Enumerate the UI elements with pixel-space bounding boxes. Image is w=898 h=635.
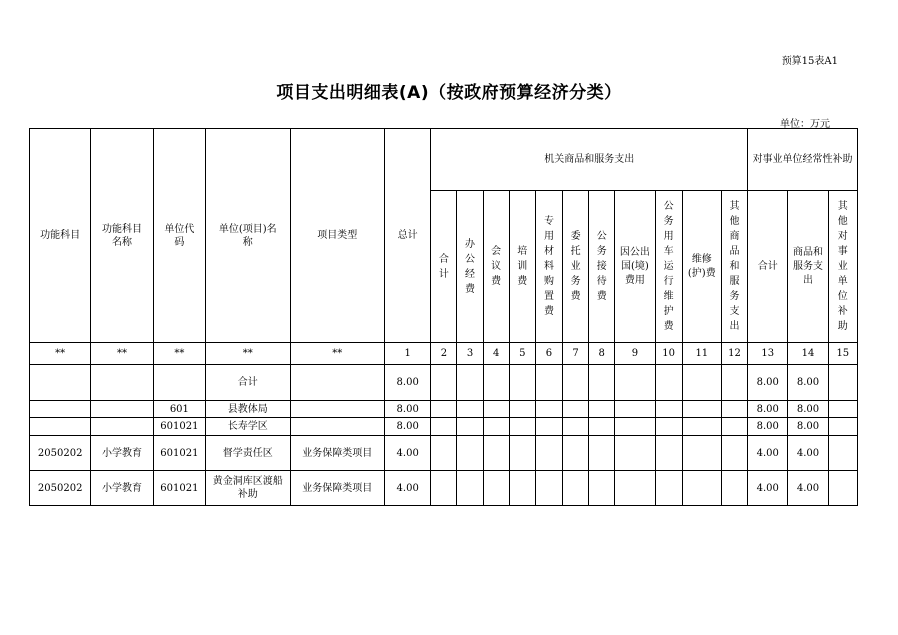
header-goods-col: 维修(护)费 (682, 191, 721, 343)
index-row (30, 343, 858, 365)
index-cell: 14 (788, 343, 828, 365)
header-group-subsidy: 对事业单位经常性补助 (748, 129, 858, 191)
goods-cell (457, 436, 483, 471)
header-unit-name: 单位(项目)名称 (206, 129, 290, 343)
goods-cell (721, 365, 747, 401)
goods-cell (483, 401, 509, 418)
table-row (30, 365, 858, 401)
goods-cell (589, 401, 615, 418)
header-total: 总计 (385, 129, 431, 343)
func-subject-cell (30, 401, 91, 418)
unit-name-cell: 长寿学区 (206, 418, 290, 436)
func-subject-name-cell: 小学教育 (91, 471, 153, 506)
goods-cell (535, 401, 562, 418)
unit-name-cell: 县教体局 (206, 401, 290, 418)
header-goods-col: 专用材料购置费 (535, 191, 562, 343)
subsidy-goods-cell: 4.00 (788, 471, 828, 506)
index-cell: 15 (828, 343, 857, 365)
header-subsidy-col: 商品和服务支出 (788, 191, 828, 343)
goods-cell (431, 365, 457, 401)
total-cell: 8.00 (385, 365, 431, 401)
header-goods-col: 公务用车运行维护费 (655, 191, 682, 343)
total-cell: 8.00 (385, 418, 431, 436)
goods-cell (509, 436, 535, 471)
index-cell: 8 (589, 343, 615, 365)
goods-cell (721, 401, 747, 418)
unit-code-cell: 601 (153, 401, 205, 418)
goods-cell (721, 471, 747, 506)
goods-cell (483, 365, 509, 401)
goods-cell (431, 436, 457, 471)
index-cell: 13 (748, 343, 788, 365)
unit-code-cell (153, 365, 205, 401)
goods-cell (483, 471, 509, 506)
goods-cell (509, 365, 535, 401)
goods-cell (655, 436, 682, 471)
unit-code-cell: 601021 (153, 436, 205, 471)
func-subject-cell: 2050202 (30, 436, 91, 471)
project-type-cell: 业务保障类项目 (290, 471, 385, 506)
header-subsidy-col: 合计 (748, 191, 788, 343)
goods-cell (535, 471, 562, 506)
index-cell: ** (30, 343, 91, 365)
goods-cell (535, 365, 562, 401)
page-title: 项目支出明细表(A)（按政府预算经济分类） (276, 83, 622, 103)
func-subject-cell (30, 418, 91, 436)
goods-cell (615, 436, 655, 471)
func-subject-cell: 2050202 (30, 471, 91, 506)
header-goods-col: 合计 (431, 191, 457, 343)
unit-code-cell: 601021 (153, 471, 205, 506)
goods-cell (457, 365, 483, 401)
project-type-cell: 业务保障类项目 (290, 436, 385, 471)
index-cell: 3 (457, 343, 483, 365)
goods-cell (589, 471, 615, 506)
goods-cell (589, 365, 615, 401)
header-goods-col: 委托业务费 (563, 191, 589, 343)
table-row (30, 418, 858, 436)
goods-cell (457, 418, 483, 436)
total-cell: 4.00 (385, 436, 431, 471)
header-subsidy-col: 其他对事业单位补助 (828, 191, 857, 343)
table-row (30, 471, 858, 506)
subsidy-other-cell (828, 365, 857, 401)
index-cell: 7 (563, 343, 589, 365)
header-group-goods: 机关商品和服务支出 (431, 129, 748, 191)
index-cell: 9 (615, 343, 655, 365)
goods-cell (721, 418, 747, 436)
goods-cell (615, 365, 655, 401)
header-goods-col: 因公出国(境)费用 (615, 191, 655, 343)
header-func-subject-name: 功能科目名称 (91, 129, 153, 343)
index-cell: 4 (483, 343, 509, 365)
func-subject-name-cell (91, 365, 153, 401)
unit-code-cell: 601021 (153, 418, 205, 436)
goods-cell (509, 418, 535, 436)
project-type-cell (290, 365, 385, 401)
subsidy-total-cell: 4.00 (748, 471, 788, 506)
table-row (30, 436, 858, 471)
index-cell: ** (91, 343, 153, 365)
goods-cell (563, 365, 589, 401)
subsidy-total-cell: 4.00 (748, 436, 788, 471)
goods-cell (615, 471, 655, 506)
unit-name-cell: 督学责任区 (206, 436, 290, 471)
goods-cell (509, 401, 535, 418)
goods-cell (535, 436, 562, 471)
header-goods-col: 其他商品和服务支出 (721, 191, 747, 343)
goods-cell (655, 471, 682, 506)
project-type-cell (290, 401, 385, 418)
goods-cell (615, 401, 655, 418)
subsidy-other-cell (828, 471, 857, 506)
goods-cell (431, 471, 457, 506)
goods-cell (589, 436, 615, 471)
header-goods-col: 培训费 (509, 191, 535, 343)
goods-cell (563, 401, 589, 418)
subsidy-total-cell: 8.00 (748, 401, 788, 418)
unit-label: 单位：万元 (780, 119, 830, 130)
goods-cell (655, 365, 682, 401)
goods-cell (457, 471, 483, 506)
goods-cell (563, 471, 589, 506)
goods-cell (682, 471, 721, 506)
subsidy-goods-cell: 8.00 (788, 365, 828, 401)
func-subject-name-cell (91, 418, 153, 436)
project-type-cell (290, 418, 385, 436)
goods-cell (431, 418, 457, 436)
subsidy-other-cell (828, 401, 857, 418)
goods-cell (721, 436, 747, 471)
unit-name-cell: 合计 (206, 365, 290, 401)
index-cell: 1 (385, 343, 431, 365)
header-project-type: 项目类型 (290, 129, 385, 343)
goods-cell (563, 418, 589, 436)
goods-cell (682, 365, 721, 401)
subsidy-total-cell: 8.00 (748, 418, 788, 436)
header-goods-col: 办公经费 (457, 191, 483, 343)
subsidy-other-cell (828, 418, 857, 436)
table-row (30, 401, 858, 418)
index-cell: 2 (431, 343, 457, 365)
index-cell: 6 (535, 343, 562, 365)
goods-cell (483, 418, 509, 436)
budget-table (29, 128, 858, 506)
func-subject-name-cell: 小学教育 (91, 436, 153, 471)
subsidy-goods-cell: 8.00 (788, 401, 828, 418)
goods-cell (655, 418, 682, 436)
header-goods-col: 会议费 (483, 191, 509, 343)
func-subject-name-cell (91, 401, 153, 418)
goods-cell (682, 401, 721, 418)
index-cell: 12 (721, 343, 747, 365)
subsidy-total-cell: 8.00 (748, 365, 788, 401)
goods-cell (483, 436, 509, 471)
header-goods-col: 公务接待费 (589, 191, 615, 343)
subsidy-goods-cell: 4.00 (788, 436, 828, 471)
subsidy-other-cell (828, 436, 857, 471)
func-subject-cell (30, 365, 91, 401)
total-cell: 4.00 (385, 471, 431, 506)
goods-cell (457, 401, 483, 418)
goods-cell (431, 401, 457, 418)
goods-cell (655, 401, 682, 418)
goods-cell (535, 418, 562, 436)
index-cell: ** (290, 343, 385, 365)
goods-cell (563, 436, 589, 471)
goods-cell (682, 418, 721, 436)
subsidy-goods-cell: 8.00 (788, 418, 828, 436)
index-cell: 10 (655, 343, 682, 365)
index-cell: ** (153, 343, 205, 365)
total-cell: 8.00 (385, 401, 431, 418)
index-cell: 11 (682, 343, 721, 365)
goods-cell (509, 471, 535, 506)
goods-cell (589, 418, 615, 436)
unit-name-cell: 黄金洞库区渡船补助 (206, 471, 290, 506)
form-code: 预算15表A1 (781, 56, 838, 67)
index-cell: ** (206, 343, 290, 365)
header-unit-code: 单位代码 (153, 129, 205, 343)
header-func-subject: 功能科目 (30, 129, 91, 343)
goods-cell (615, 418, 655, 436)
goods-cell (682, 436, 721, 471)
index-cell: 5 (509, 343, 535, 365)
